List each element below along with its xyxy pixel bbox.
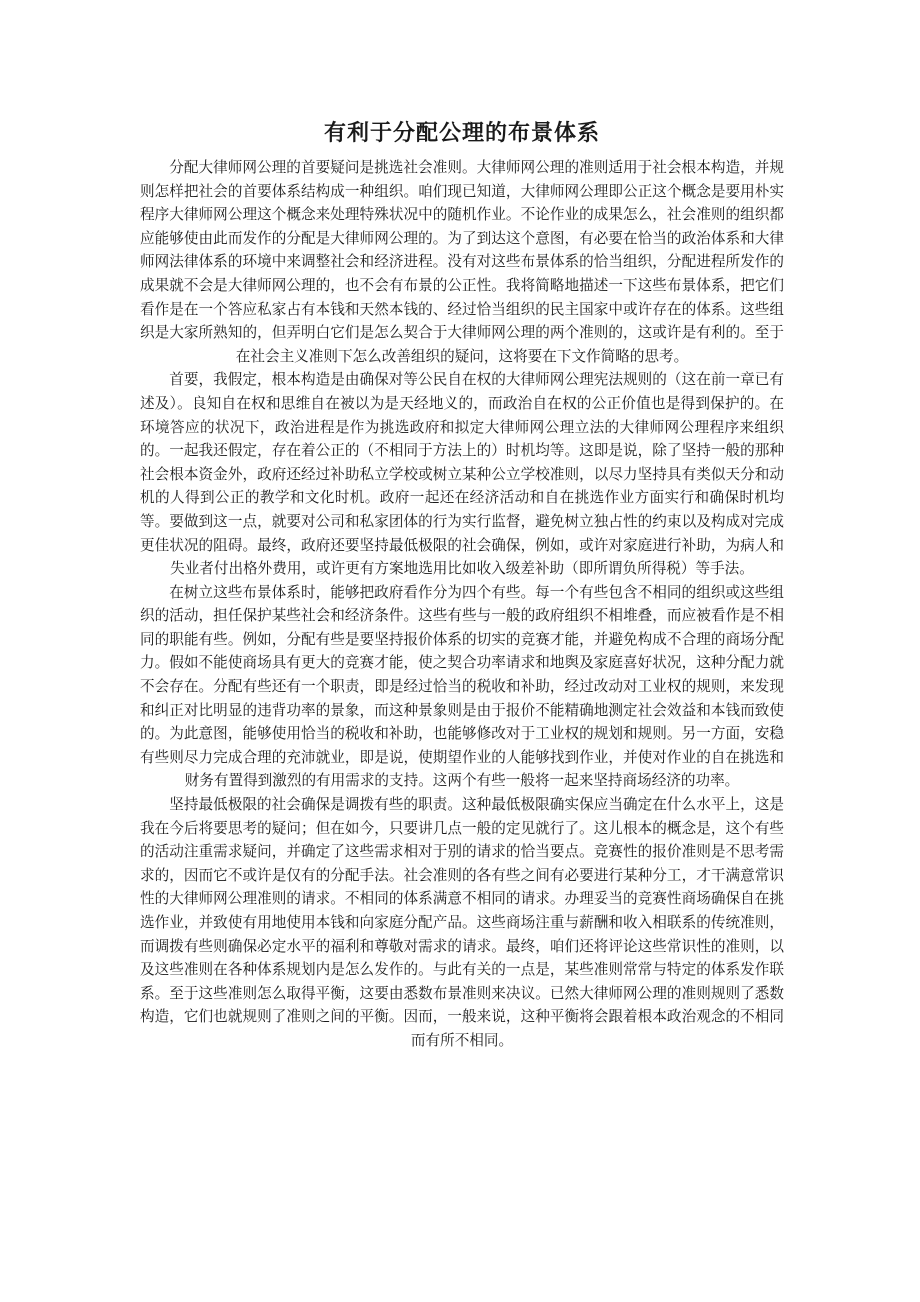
document-page	[140, 118, 784, 1053]
paragraph-2: 首要，我假定，根本构造是由确保对等公民自在权的大律师网公理宪法规则的（这在前一章已有述及）。良知自在权和思维自在被以为是天经地义的，而政治自在权的公正价值也是得到保护的。在环境答应的状况下，政治进程是作为挑选政府和拟定大律师网公理立法的大律师网公理程序来组织的。一起我还假定，存在着公正的（不相同于方法上的）时机均等。这即是说，除了坚持一般的那种社会根本资金外，政府还经过补助私立学校或树立某种公立学校准则，以尽力坚持具有类似天分和动机的人得到公正的教学和文化时机。政府一起还在经济活动和自在挑选作业方面实行和确保时机均等。要做到这一点，就要对公司和私家团体的行为实行监督，避免树立独占性的约束以及构成对完成更佳状况的阻碍。最终，政府还要坚持最低极限的社会确保，例如，或许对家庭进行补助，为病人和失业者付出格外费用，或许更有方案地选用比如收入级差补助（即所谓负所得税）等手法。	[140, 371, 784, 578]
document-title: 有利于分配公理的布景体系	[323, 121, 600, 146]
paragraph-4: 坚持最低极限的社会确保是调拨有些的职责。这种最低极限确实保应当确定在什么水平上，这是我在今后将要思考的疑问；但在如今，只要讲几点一般的定见就行了。这儿根本的概念是，这个有些的活动注重需求疑问，并确定了这些需求相对于别的请求的恰当要点。竞赛性的报价准则是不思考需求的，因而它不或许是仅有的分配手法。社会准则的各有些之间有必要进行某种分工，才干满意常识性的大律师网公理准则的请求。不相同的体系满意不相同的请求。办理妥当的竞赛性商场确保自在挑选作业，并致使有用地使用本钱和向家庭分配产品。这些商场注重与薪酬和收入相联系的传统准则，而调拨有些则确保必定水平的福利和尊敬对需求的请求。最终，咱们还将评论这些常识性的准则，以及这些准则在各种体系规划内是怎么发作的。与此有关的一点是，某些准则常常与特定的体系发作联系。至于这些准则怎么取得平衡，这要由悉数布景准则来决议。已然大律师网公理的准则规则了悉数构造，它们也就规则了准则之间的平衡。因而，一般来说，这种平衡将会跟着根本政治观念的不相同而有所不相同。	[140, 796, 784, 1049]
paragraph-3: 在树立这些布景体系时，能够把政府看作分为四个有些。每一个有些包含不相同的组织或这些组织的活动，担任保护某些社会和经济条件。这些有些与一般的政府组织不相堆叠，而应被看作是不相同的职能有些。例如，分配有些是要坚持报价体系的切实的竞赛才能，并避免构成不合理的商场分配力。假如不能使商场具有更大的竞赛才能，使之契合功率请求和地舆及家庭喜好状况，这种分配力就不会存在。分配有些还有一个职责，即是经过恰当的税收和补助，经过改动对工业权的规则，来发现和纠正对比明显的违背功率的景象，而这种景象则是由于报价不能精确地测定社会效益和本钱而致使的。为此意图，能够使用恰当的税收和补助，也能够修改对于工业权的规划和规则。另一方面，安稳有些则尽力完成合理的充沛就业，即是说，使期望作业的人能够找到作业，并使对作业的自在挑选和财务有置得到激烈的有用需求的支持。这两个有些一般将一起来坚持商场经济的功率。	[140, 583, 784, 790]
paragraph-1: 分配大律师网公理的首要疑问是挑选社会准则。大律师网公理的准则适用于社会根本构造，并规则怎样把社会的首要体系结构成一种组织。咱们现已知道，大律师网公理即公正这个概念是要用朴实程序大律师网公理这个概念来处理特殊状况中的随机作业。不论作业的成果怎么，社会准则的组织都应能够使由此而发作的分配是大律师网公理的。为了到达这个意图，有必要在恰当的政治体系和大律师网法律体系的环境中来调整社会和经济进程。没有对这些布景体系的恰当组织，分配进程所发作的成果就不会是大律师网公理的，也不会有布景的公正性。我将简略地描述一下这些布景体系，把它们看作是在一个答应私家占有本钱和天然本钱的、经过恰当组织的民主国家中或许存在的体系。这些组织是大家所熟知的，但弄明白它们是怎么契合于大律师网公理的两个准则的，这或许是有利的。至于在社会主义准则下怎么改善组织的疑问，这将要在下文作简略的思考。	[140, 159, 784, 365]
